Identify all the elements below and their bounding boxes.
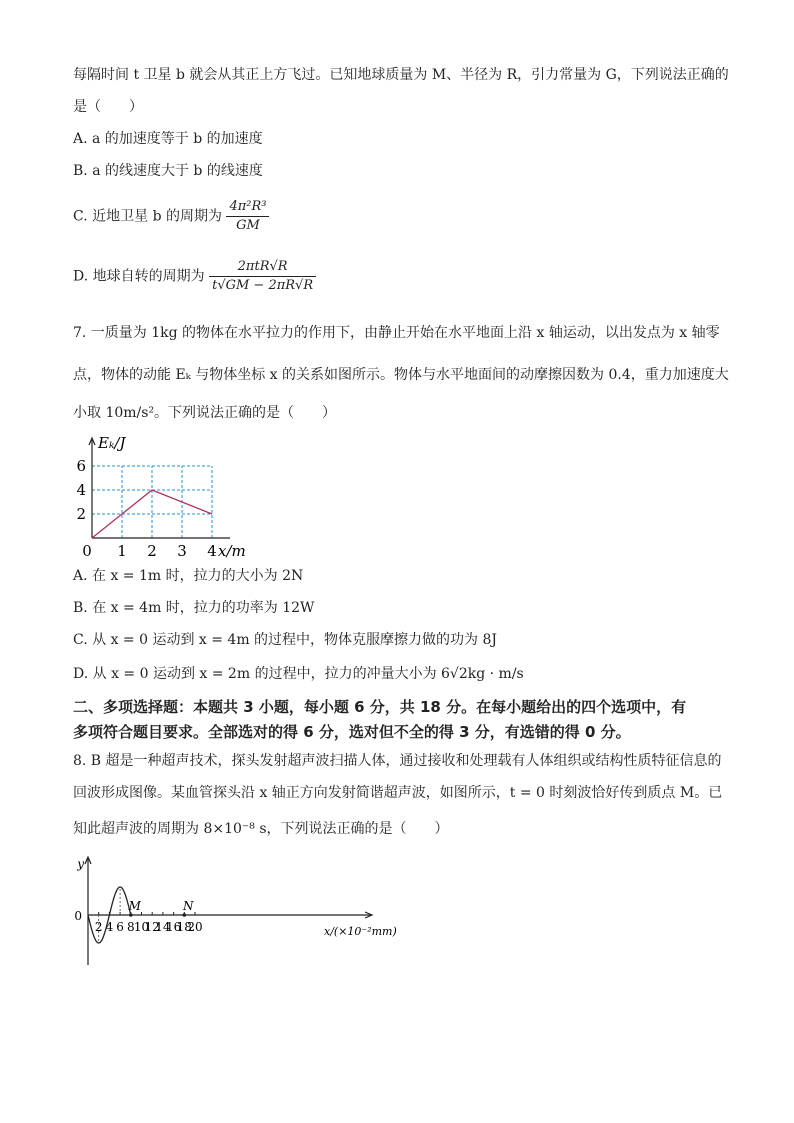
y-axis-label: Eₖ/J (98, 434, 126, 452)
y-tick-label: 6 (76, 457, 86, 475)
x-tick-label: 12 (144, 920, 160, 934)
q8-stem-line2: 回波形成图像。某血管探头沿 x 轴正方向发射简谐超声波，如图所示，t = 0 时刻波恰好传到质点 M。已 (73, 785, 723, 801)
q8-stem-line3: 知此超声波的周期为 8×10⁻⁸ s，下列说法正确的是（ ） (73, 821, 449, 837)
section2-heading-line2: 多项符合题目要求。全部选对的得 6 分，选对但不全的得 3 分，有选错的得 0 分。 (73, 723, 631, 741)
x-axis-label: x/(×10⁻²mm) (324, 925, 397, 938)
q8-stem-line1: 8. B 超是一种超声技术，探头发射超声波扫描人体，通过接收和处理载有人体组织或结构性质特征信息的 (73, 753, 722, 769)
ek-x-chart (70, 432, 260, 562)
q6-option-c-text: C. 近地卫星 b 的周期为 (73, 208, 222, 225)
q6-option-b: B. a 的线速度大于 b 的线速度 (73, 163, 263, 179)
q7-option-c: C. 从 x = 0 运动到 x = 4m 的过程中，物体克服摩擦力做的功为 8J (73, 632, 498, 648)
q6-stem-line1: 每隔时间 t 卫星 b 就会从其正上方飞过。已知地球质量为 M、半径为 R，引力常量为 G，下列说法正确的 (73, 67, 729, 83)
y-tick-label: 4 (76, 481, 86, 499)
q7-option-d: D. 从 x = 0 运动到 x = 2m 的过程中，拉力的冲量大小为 6√2kg · m/s (73, 666, 524, 682)
origin-label: 0 (74, 909, 82, 923)
q6-option-d-numerator: 2πtR√R (209, 258, 316, 277)
point-N (183, 913, 187, 917)
q6-option-d-fraction (209, 258, 316, 295)
q6-option-a: A. a 的加速度等于 b 的加速度 (73, 131, 263, 147)
x-axis-label: x/m (218, 542, 246, 560)
x-tick-label: 2 (94, 920, 103, 934)
x-tick-label: 1 (117, 542, 127, 560)
x-tick-label: 6 (116, 920, 124, 934)
x-tick-label: 8 (126, 920, 135, 934)
q6-option-c-fraction (226, 198, 269, 235)
x-tick-label: 2 (147, 542, 157, 560)
y-axis-label: y (77, 857, 84, 871)
x-tick-label: 4 (207, 542, 217, 560)
q6-option-c (73, 198, 269, 235)
wave-chart (66, 850, 426, 975)
x-tick-label: 20 (187, 920, 203, 934)
point-label-M: M (128, 899, 141, 913)
q6-option-d-text: D. 地球自转的周期为 (73, 268, 205, 285)
x-tick-label: 18 (176, 920, 192, 934)
q7-stem-line2: 点，物体的动能 Eₖ 与物体坐标 x 的关系如图所示。物体与水平地面间的动摩擦因数为 0.4，重力加速度大 (73, 367, 729, 383)
point-label-N: N (183, 899, 194, 913)
q6-option-d-denominator: t√GM − 2πR√R (212, 278, 314, 293)
x-tick-label: 10 (133, 920, 150, 934)
q6-option-c-numerator: 4π²R³ (226, 198, 269, 217)
x-tick-label: 3 (177, 542, 187, 560)
q7-option-a: A. 在 x = 1m 时，拉力的大小为 2N (73, 568, 304, 584)
x-tick-label: 16 (165, 920, 182, 934)
section2-heading-line1: 二、多项选择题：本题共 3 小题，每小题 6 分，共 18 分。在每小题给出的四个选项中，有 (73, 698, 687, 716)
q7-stem-line3: 小取 10m/s²。下列说法正确的是（ ） (73, 405, 337, 421)
q7-option-b: B. 在 x = 4m 时，拉力的功率为 12W (73, 600, 315, 616)
y-tick-label: 2 (76, 505, 86, 523)
q7-stem-line1: 7. 一质量为 1kg 的物体在水平拉力的作用下，由静止开始在水平地面上沿 x 轴运动，以出发点为 x 轴零 (73, 325, 720, 341)
x-tick-label: 0 (82, 542, 92, 560)
point-M (129, 913, 133, 917)
q6-stem-line2: 是（ ） (73, 99, 143, 115)
q6-option-c-denominator: GM (236, 218, 260, 233)
x-tick-label: 14 (155, 920, 171, 934)
q6-option-d (73, 258, 316, 295)
x-tick-label: 4 (105, 920, 114, 934)
